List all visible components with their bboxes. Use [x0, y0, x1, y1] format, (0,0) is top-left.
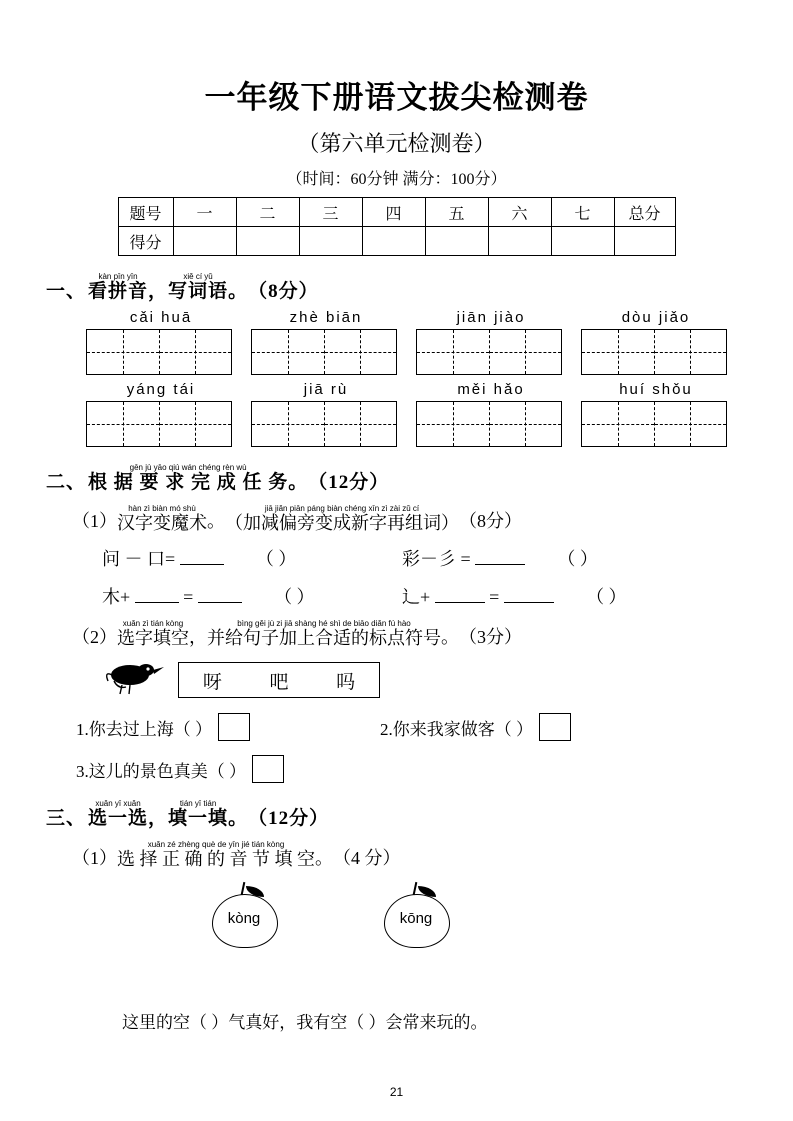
magic-text: 辶+: [402, 587, 431, 608]
hanzi-text: （加减偏旁变成新字再组词）: [225, 512, 459, 533]
hanzi-text: 选 择 正 确 的 音 节 填 空: [117, 848, 315, 869]
score-input-7[interactable]: [551, 227, 614, 256]
hanzi-text: 根 据 要 求 完 成 任 务: [88, 471, 289, 493]
section-two-number: 二、: [46, 471, 87, 493]
grid-item: [581, 309, 731, 375]
choice-word-3[interactable]: 吗: [336, 671, 356, 693]
fill-in-sentence[interactable]: 这里的空（ ）气真好，我有空（ ）会常来玩的。: [122, 1012, 488, 1032]
sentence-item: [76, 755, 284, 783]
choice-word-1[interactable]: 呀: [202, 671, 222, 693]
magic-equals: =: [489, 587, 500, 608]
time-score-line: （时间：60分钟 满分：100分）: [286, 171, 507, 188]
score-input-2[interactable]: [236, 227, 299, 256]
pinyin-annotation: bìng gěi jù zi jiā shàng hé shì de biāo diǎn fú hào: [237, 619, 411, 629]
q3-1-points: （4 分）: [333, 847, 401, 868]
score-col-6: 六: [488, 198, 551, 227]
choice-word-2[interactable]: 吧: [269, 671, 289, 693]
sentence-text: 3.这儿的景色真美（ ）: [76, 761, 246, 781]
section-one-comma: ，: [148, 280, 169, 302]
grid-item: [251, 309, 401, 375]
bird-icon: [104, 661, 168, 699]
section-one: [46, 272, 747, 447]
grid-pinyin: jiān jiào: [456, 308, 526, 326]
question-2-1: [46, 504, 747, 534]
section-three-period: 。: [228, 807, 249, 829]
magic-text: 问 － 口=: [102, 549, 176, 570]
q2-2-comma: ，: [189, 627, 207, 648]
table-row: [118, 198, 675, 227]
magic-row-2: [46, 583, 747, 609]
pinyin-annotation: tián yī tián: [179, 799, 217, 809]
section-one-points: （8分）: [248, 280, 319, 302]
section-three-comma: ，: [148, 807, 169, 829]
page-title: 一年级下册语文拔尖检测卷: [204, 80, 589, 115]
question-3-1: [46, 840, 747, 870]
tianzige-box[interactable]: [416, 401, 562, 447]
magic-item: [402, 583, 702, 609]
q2-1-note: [225, 504, 459, 534]
q3-1-period: 。: [315, 847, 333, 868]
punctuation-box[interactable]: [252, 755, 284, 783]
magic-text: 木+: [102, 587, 131, 608]
hanzi-text: 写词语: [168, 281, 229, 302]
score-col-total: 总分: [614, 198, 675, 227]
answer-paren[interactable]: （ ）: [557, 549, 598, 570]
answer-paren[interactable]: （ ）: [274, 587, 315, 608]
pinyin-annotation: xuǎn zì tián kòng: [122, 619, 184, 629]
answer-paren[interactable]: （ ）: [255, 549, 297, 570]
question-2-2: [46, 619, 747, 649]
score-col-3: 三: [299, 198, 362, 227]
hanzi-text: 选字填空: [117, 628, 189, 649]
grid-item: [416, 381, 566, 447]
tianzige-box[interactable]: [581, 401, 727, 447]
score-input-5[interactable]: [425, 227, 488, 256]
tianzige-box[interactable]: [581, 329, 727, 375]
section-two-period: 。: [288, 471, 309, 493]
apple-icon[interactable]: [378, 880, 454, 950]
pinyin-annotation: xuǎn yī xuǎn: [95, 799, 141, 809]
answer-blank[interactable]: [135, 586, 179, 603]
score-row-label-2: 得分: [118, 227, 173, 256]
q2-1-title: [117, 504, 207, 534]
section-one-title-b: [168, 272, 228, 303]
score-col-2: 二: [236, 198, 299, 227]
section-two-heading: [46, 463, 747, 494]
table-row: [118, 227, 675, 256]
word-choice-box[interactable]: [178, 662, 380, 698]
page-subtitle: （第六单元检测卷）: [297, 131, 496, 156]
score-input-6[interactable]: [488, 227, 551, 256]
apple-label: kòng: [227, 909, 261, 927]
tianzige-box[interactable]: [86, 401, 232, 447]
sentence-row-2: [46, 755, 747, 783]
pinyin-annotation: hàn zì biàn mó shù: [128, 503, 196, 513]
score-table-wrap: [46, 197, 747, 256]
tianzige-box[interactable]: [86, 329, 232, 375]
section-two: [46, 463, 747, 783]
q2-2-label: （2）: [72, 627, 117, 648]
q3-1-label: （1）: [72, 847, 117, 868]
hanzi-text: 汉字变魔术: [117, 512, 207, 533]
score-table: [118, 197, 676, 256]
grid-item: [251, 381, 401, 447]
grid-item: [86, 381, 236, 447]
grid-pinyin: zhè biān: [289, 308, 363, 326]
q2-1-period: 。: [207, 511, 225, 532]
answer-blank[interactable]: [435, 586, 485, 603]
hanzi-text: 看拼音: [88, 281, 149, 302]
magic-equals: =: [183, 587, 194, 608]
answer-blank[interactable]: [475, 548, 525, 565]
apple-label: kōng: [399, 909, 433, 927]
tianzige-box[interactable]: [416, 329, 562, 375]
grid-item: [416, 309, 566, 375]
score-input-4[interactable]: [362, 227, 425, 256]
section-two-title: [88, 463, 288, 494]
q2-2-title-a: [117, 619, 189, 649]
magic-text: 彩－彡 =: [402, 549, 471, 570]
grid-pinyin: huí shǒu: [619, 380, 693, 398]
score-input-1[interactable]: [173, 227, 236, 256]
q3-1-title: [117, 840, 315, 870]
grid-item: [86, 309, 236, 375]
magic-row-1: [46, 545, 747, 571]
page-number: 21: [389, 1085, 404, 1099]
score-input-3[interactable]: [299, 227, 362, 256]
apple-icon[interactable]: [206, 880, 282, 950]
pinyin-grid-row-2: [46, 381, 747, 447]
magic-item: [102, 583, 402, 609]
pinyin-annotation: gēn jù yāo qiú wán chéng rèn wù: [129, 462, 247, 472]
pinyin-annotation: xiě cí yǔ: [183, 272, 213, 281]
hanzi-text: 选一选: [88, 808, 149, 830]
grid-item: [581, 381, 731, 447]
grid-pinyin: jiā rù: [303, 380, 349, 398]
answer-blank[interactable]: [180, 548, 224, 565]
section-three-title-a: [88, 799, 148, 830]
grid-pinyin: měi hǎo: [457, 380, 525, 398]
sentence-item: [76, 713, 250, 741]
q2-1-label: （1）: [72, 511, 117, 532]
apple-options: [46, 880, 747, 950]
magic-item: [102, 545, 402, 571]
section-one-number: 一、: [46, 280, 87, 302]
sentence-row-1: [46, 713, 747, 741]
grid-pinyin: yáng tái: [126, 380, 196, 398]
q2-1-points: （8分）: [459, 511, 522, 532]
section-two-points: （12分）: [308, 471, 390, 493]
q2-2-period: 。: [441, 627, 459, 648]
answer-blank[interactable]: [198, 586, 242, 603]
section-one-heading: [46, 272, 747, 303]
hanzi-text: 填一填: [168, 808, 229, 830]
score-row-label: 题号: [118, 198, 173, 227]
pinyin-annotation: kàn pīn yīn: [98, 272, 138, 281]
section-three-points: （12分）: [248, 807, 330, 829]
score-col-4: 四: [362, 198, 425, 227]
grid-pinyin: dòu jiǎo: [621, 308, 691, 326]
magic-item: [402, 545, 702, 571]
q2-2-title-b: [207, 619, 441, 649]
tianzige-box[interactable]: [251, 401, 397, 447]
score-col-5: 五: [425, 198, 488, 227]
q2-2-points: （3分）: [459, 627, 522, 648]
tianzige-box[interactable]: [251, 329, 397, 375]
sentence-item: [380, 713, 571, 741]
section-one-period: 。: [228, 280, 249, 302]
section-three-number: 三、: [46, 807, 87, 829]
pinyin-grid-row-1: [46, 309, 747, 375]
pinyin-annotation: jiā jiǎn piān páng biàn chéng xīn zì zài zǔ cí: [264, 503, 420, 513]
answer-blank[interactable]: [504, 586, 554, 603]
punctuation-box[interactable]: [539, 713, 571, 741]
choice-area: [46, 661, 747, 699]
hanzi-text: 并给句子加上合适的标点符号: [207, 628, 441, 649]
score-input-total[interactable]: [614, 227, 675, 256]
sentence-text: 2.你来我家做客（ ）: [380, 719, 533, 739]
sentence-text: 1.你去过上海（ ）: [76, 719, 212, 739]
score-col-7: 七: [551, 198, 614, 227]
grid-pinyin: cǎi huā: [129, 308, 193, 326]
score-col-1: 一: [173, 198, 236, 227]
pinyin-annotation: xuǎn zé zhèng què de yīn jié tián kòng: [147, 839, 285, 849]
section-three-heading: [46, 799, 747, 830]
answer-paren[interactable]: （ ）: [586, 587, 627, 608]
section-one-title-a: [88, 272, 148, 303]
section-three: [46, 799, 747, 1033]
section-three-title-b: [168, 799, 228, 830]
punctuation-box[interactable]: [218, 713, 250, 741]
